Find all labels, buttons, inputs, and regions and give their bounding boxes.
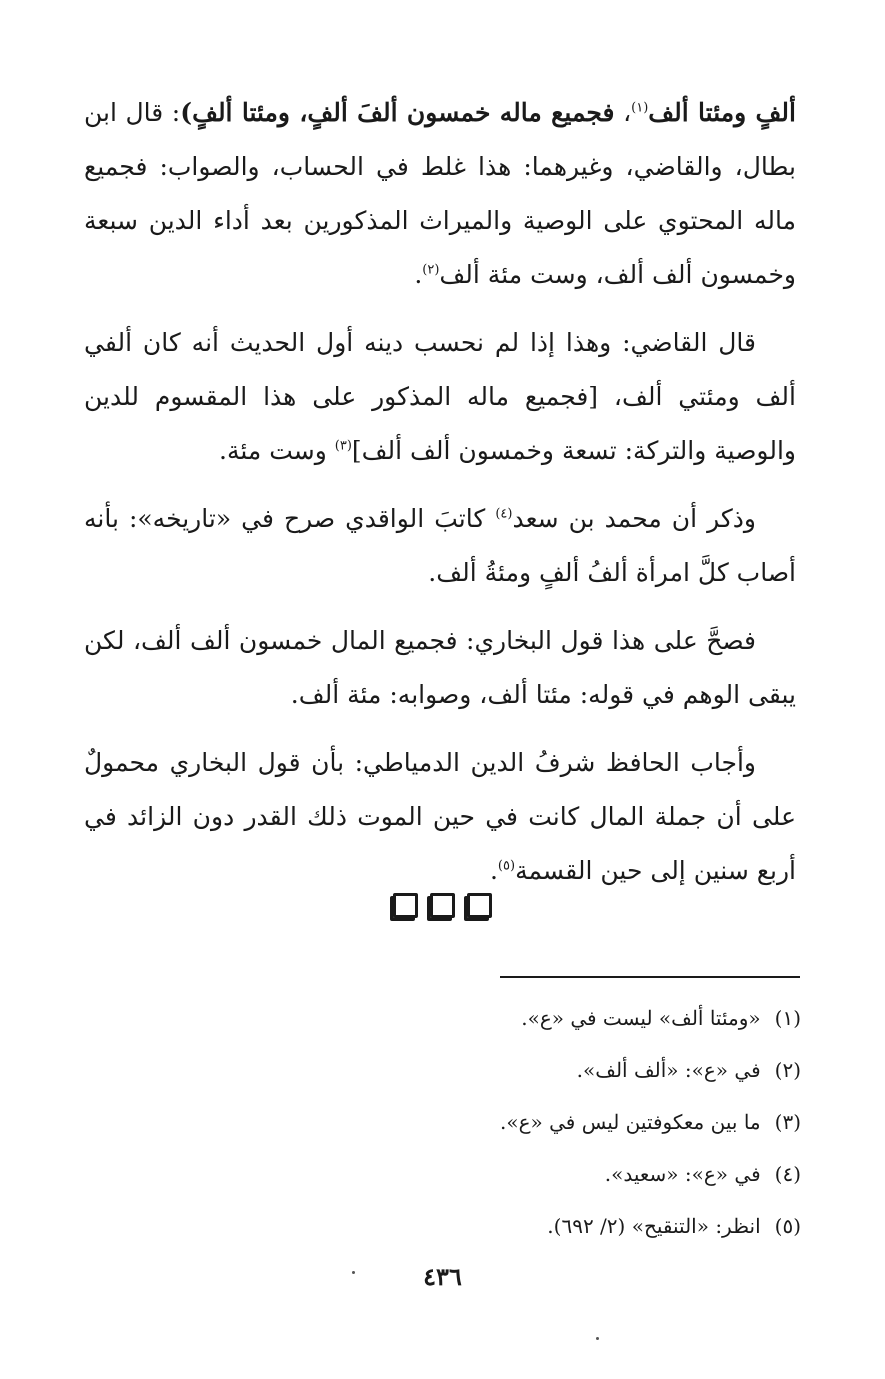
footnote-marker: (٢) xyxy=(422,262,440,278)
scan-speck xyxy=(352,1271,355,1274)
section-divider-ornament xyxy=(0,893,885,922)
commentary-text: وأجاب الحافظ شرفُ الدين الدمياطي: بأن قول البخاري محمولٌ على أن جملة المال كانت في حين الموت ذلك القدر دون الزائد في أربع سنين إلى حين القسمة xyxy=(84,748,796,885)
commentary-text: وست مئة. xyxy=(219,436,335,465)
footnote-number: (٣) xyxy=(774,1110,801,1134)
main-text xyxy=(84,86,796,912)
commentary-text: . xyxy=(414,260,423,289)
footnote-item xyxy=(241,992,801,1044)
commentary-text: : قال ابن بطال، والقاضي، وغيرهما: هذا غلط في الحساب، والصواب: فجميع ماله المحتوي على الوصية والميراث المذكورين بعد أداء الدين سبعة وخمسون ألف ألف، وست مئة ألف xyxy=(84,98,796,289)
footnote-marker: (٣) xyxy=(334,438,352,454)
footnote-marker: (١) xyxy=(631,100,649,116)
quoted-matn-text: فجميع ماله خمسون ألفَ ألفٍ، ومئتا ألفٍ) xyxy=(180,98,615,127)
page-number: ٤٣٦ xyxy=(423,1262,462,1291)
footnote-number: (٢) xyxy=(774,1058,801,1082)
footnote-text: ما بين معكوفتين ليس في «ع». xyxy=(499,1110,761,1134)
commentary-text: فصحَّ على هذا قول البخاري: فجميع المال خمسون ألف ألف، لكن يبقى الوهم في قوله: مئتا ألف، وصوابه: مئة ألف. xyxy=(84,626,796,709)
square-box-icon xyxy=(430,893,455,918)
commentary-text: وذكر أن محمد بن سعد xyxy=(512,504,756,533)
footnote-item xyxy=(241,1044,801,1096)
commentary-text: كاتبَ الواقدي صرح في «تاريخه»: بأنه أصاب كلَّ امرأة ألفُ ألفٍ ومئةُ ألف. xyxy=(84,504,796,587)
footnote-marker: (٤) xyxy=(495,506,513,522)
footnotes xyxy=(241,992,801,1252)
footnote-text: في «ع»: «ألف ألف». xyxy=(576,1058,761,1082)
footnote-number: (٤) xyxy=(774,1162,801,1186)
footnote-text: «ومئتا ألف» ليست في «ع». xyxy=(521,1006,761,1030)
quoted-matn-text: ألفٍ ومئتا ألف xyxy=(648,98,796,127)
paragraph-p2 xyxy=(84,316,796,478)
square-box-icon xyxy=(393,893,418,918)
paragraph-p3 xyxy=(84,492,796,600)
footnote-text: في «ع»: «سعيد». xyxy=(604,1162,761,1186)
scan-speck xyxy=(596,1337,599,1340)
commentary-text: قال القاضي: وهذا إذا لم نحسب دينه أول الحديث أنه كان ألفي ألف ومئتي ألف، [فجميع ماله المذكور على هذا المقسوم للدين والوصية والتركة: تسعة وخمسون ألف ألف] xyxy=(84,328,796,465)
footnote-item xyxy=(241,1200,801,1252)
footnote-number: (١) xyxy=(774,1006,801,1030)
footnote-text: انظر: «التنقيح» (٢/ ٦٩٢). xyxy=(547,1214,761,1238)
paragraph-p4 xyxy=(84,614,796,722)
footnote-separator-line xyxy=(500,976,800,978)
square-box-icon xyxy=(467,893,492,918)
commentary-text: . xyxy=(489,856,498,885)
commentary-text: ، xyxy=(614,98,632,127)
footnote-number: (٥) xyxy=(774,1214,801,1238)
footnote-item xyxy=(241,1096,801,1148)
footnote-item xyxy=(241,1148,801,1200)
footnote-marker: (٥) xyxy=(497,858,516,874)
paragraph-p1 xyxy=(84,86,796,302)
paragraph-p5 xyxy=(84,736,796,898)
